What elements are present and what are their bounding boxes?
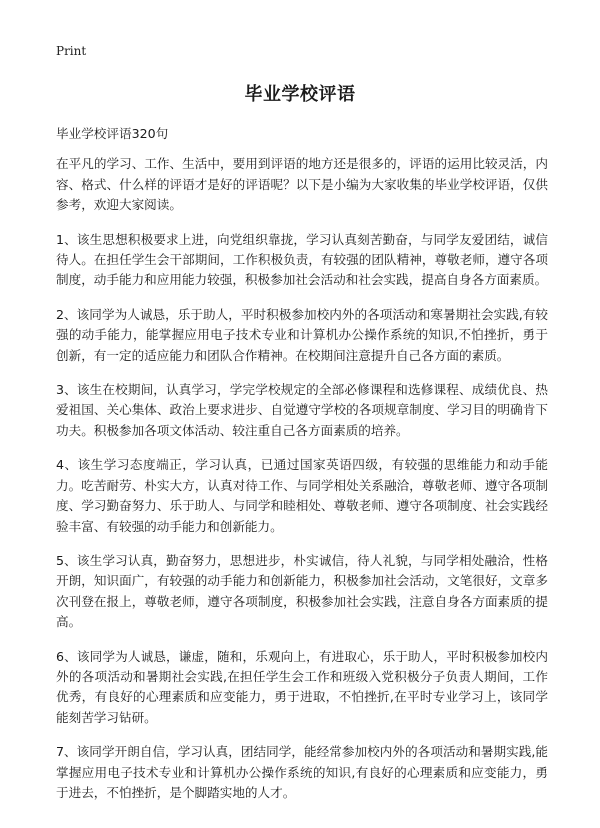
- comment-paragraph-7: 7、该同学开朗自信，学习认真，团结同学，能经常参加校内外的各项活动和暑期实践,能掌握应用电子技术专业和计算机办公操作系统的知识,有良好的心理素质和应变能力，勇于进去，不怕挫折，是个脚踏实地的人才。: [56, 744, 548, 800]
- comment-paragraph-6: 6、该同学为人诚恳，谦虚，随和，乐观向上，有进取心，乐于助人，平时积极参加校内外的各项活动和暑期社会实践,在担任学生会工作和班级入党积极分子负责人期间，工作优秀，有良好的心理素质和应变能力，勇于进取，不怕挫折,在平时专业学习上，该同学能刻苦学习钻研。: [56, 648, 548, 725]
- page-title: 毕业学校评语: [244, 84, 356, 105]
- print-link[interactable]: Print: [56, 44, 87, 58]
- intro-paragraph: 在平凡的学习、工作、生活中，要用到评语的地方还是很多的，评语的运用比较灵活，内容、格式、什么样的评语才是好的评语呢？以下是小编为大家收集的毕业学校评语，仅供参考，欢迎大家阅读。: [56, 156, 548, 213]
- comment-paragraph-4: 4、该生学习态度端正，学习认真，已通过国家英语四级，有较强的思维能力和动手能力。吃苦耐劳、朴实大方，认真对待工作、与同学相处关系融洽，尊敬老师、遵守各项制度、学习勤奋努力、乐于助人、与同学和睦相处、尊敬老师、遵守各项制度、社会实践经验丰富、有较强的动手能力和创新能力。: [56, 457, 548, 534]
- document-body: [56, 124, 548, 817]
- comment-paragraph-1: 1、该生思想积极要求上进，向党组织靠拢，学习认真刻苦勤奋，与同学友爱团结，诚信待人。在担任学生会干部期间，工作积极负责，有较强的团队精神，尊敬老师，遵守各项制度，动手能力和应用能力较强，积极参加社会活动和社会实践，提高自身各方面素质。: [56, 231, 548, 288]
- comment-paragraph-3: 3、该生在校期间，认真学习，学完学校规定的全部必修课程和选修课程、成绩优良、热爱祖国、关心集体、政治上要求进步、自觉遵守学校的各项规章制度、学习目的明确肯下功夫。积极参加各项文体活动、较注重自己各方面素质的培养。: [56, 382, 548, 438]
- comment-paragraph-5: 5、该生学习认真，勤奋努力，思想进步，朴实诚信，待人礼貌，与同学相处融洽，性格开朗，知识面广，有较强的动手能力和创新能力，积极参加社会活动，文笔很好，文章多次刊登在报上，尊敬老师，遵守各项制度，积极参加社会实践，注意自身各方面素质的提高。: [56, 552, 548, 630]
- comment-paragraph-2: 2、该同学为人诚恳，乐于助人，平时积极参加校内外的各项活动和寒暑期社会实践,有较强的动手能力，能掌握应用电子技术专业和计算机办公操作系统的知识,不怕挫折，勇于创新，有一定的适应能力和团队合作精神。在校期间注意提升自己各方面的素质。: [56, 306, 548, 363]
- document-subtitle: 毕业学校评语320句: [56, 126, 169, 141]
